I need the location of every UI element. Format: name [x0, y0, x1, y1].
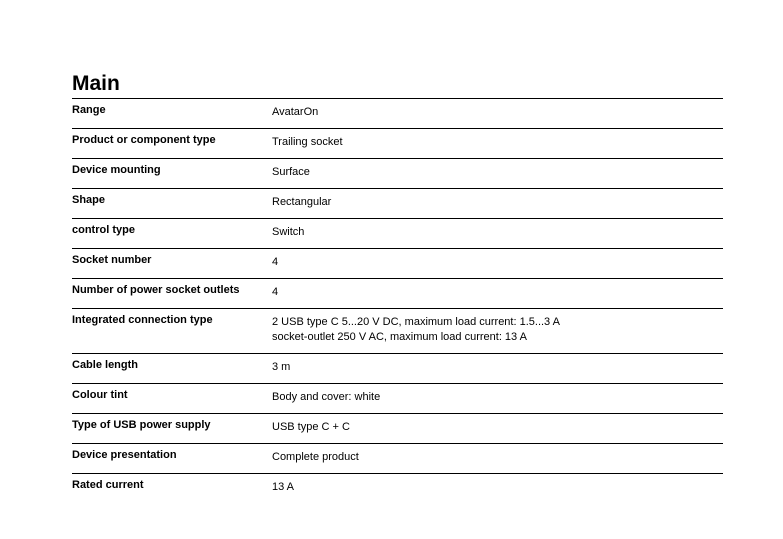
table-row	[72, 189, 723, 219]
spec-value-line: socket-outlet 250 V AC, maximum load current: 13 A	[272, 331, 527, 343]
spec-value-line: USB type C + C	[272, 421, 350, 433]
table-row	[72, 219, 723, 249]
spec-value-line: Rectangular	[272, 196, 332, 208]
spec-value	[272, 354, 723, 384]
spec-label: Integrated connection type	[72, 309, 272, 354]
section-title: Main	[72, 72, 120, 95]
spec-table	[72, 98, 723, 504]
spec-label: Device mounting	[72, 159, 272, 189]
spec-label: Device presentation	[72, 444, 272, 474]
spec-value-line: Trailing socket	[272, 136, 343, 148]
spec-value	[272, 129, 723, 159]
spec-value	[272, 99, 723, 129]
spec-label: Colour tint	[72, 384, 272, 414]
spec-label: Cable length	[72, 354, 272, 384]
table-row	[72, 384, 723, 414]
spec-label: control type	[72, 219, 272, 249]
spec-value-line: 3 m	[272, 361, 291, 373]
spec-value	[272, 474, 723, 504]
table-row	[72, 414, 723, 444]
spec-value-line: Body and cover: white	[272, 391, 381, 403]
spec-value	[272, 279, 723, 309]
table-row	[72, 354, 723, 384]
table-row	[72, 279, 723, 309]
main-section	[72, 72, 723, 504]
table-row	[72, 249, 723, 279]
spec-value	[272, 189, 723, 219]
spec-value	[272, 219, 723, 249]
spec-value	[272, 414, 723, 444]
spec-value-line: 2 USB type C 5...20 V DC, maximum load current: 1.5...3 A	[272, 316, 560, 328]
spec-label: Range	[72, 99, 272, 129]
spec-value-line: 13 A	[272, 481, 295, 493]
spec-value	[272, 309, 723, 354]
table-row	[72, 474, 723, 504]
spec-value	[272, 159, 723, 189]
spec-value	[272, 444, 723, 474]
spec-label: Shape	[72, 189, 272, 219]
spec-value-line: Surface	[272, 166, 310, 178]
spec-label: Type of USB power supply	[72, 414, 272, 444]
table-row	[72, 309, 723, 354]
table-row	[72, 129, 723, 159]
spec-label: Socket number	[72, 249, 272, 279]
spec-label: Number of power socket outlets	[72, 279, 272, 309]
table-row	[72, 159, 723, 189]
table-row	[72, 444, 723, 474]
spec-label: Rated current	[72, 479, 144, 491]
spec-value-line: 4	[272, 286, 279, 298]
spec-value-line: Switch	[272, 226, 305, 238]
spec-value	[272, 384, 723, 414]
spec-value-line: Complete product	[272, 451, 359, 463]
spec-value-line: AvatarOn	[272, 106, 319, 118]
spec-value-line: 4	[272, 256, 279, 268]
spec-label: Product or component type	[72, 129, 272, 159]
table-row	[72, 99, 723, 129]
spec-value	[272, 249, 723, 279]
